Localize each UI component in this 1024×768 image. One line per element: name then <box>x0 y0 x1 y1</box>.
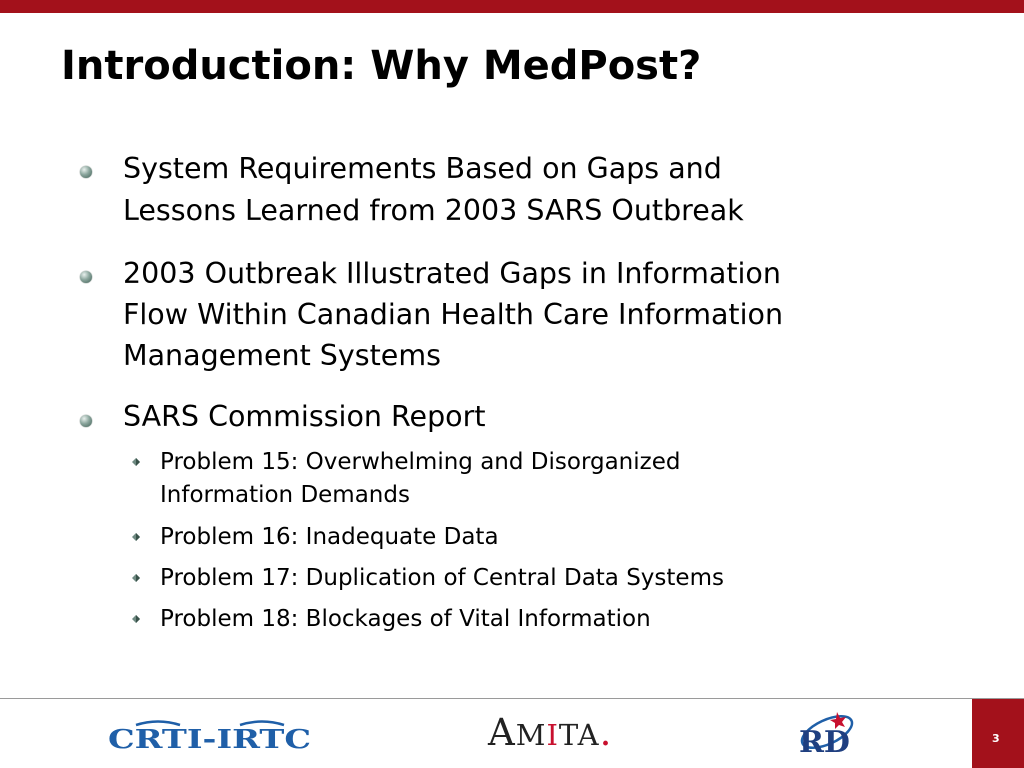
amita-logo-m: M <box>515 718 547 752</box>
footer-divider <box>0 698 1024 699</box>
page-number: 3 <box>992 732 1000 745</box>
sub-bullet-arrow-icon <box>131 573 141 583</box>
bullet-dot-icon <box>80 415 92 427</box>
amita-logo-ta: TA <box>558 718 600 752</box>
bullet-dot-icon <box>80 166 92 178</box>
bullet-1-line-2: Lessons Learned from 2003 SARS Outbreak <box>123 194 744 227</box>
bullet-2-line-2: Flow Within Canadian Health Care Information <box>123 298 784 331</box>
amita-logo-dot: . <box>599 711 613 754</box>
sub-bullet-4: Problem 18: Blockages of Vital Information <box>160 606 651 632</box>
amita-logo-a: A <box>488 711 516 754</box>
rd-logo <box>793 708 859 760</box>
sub-bullet-arrow-icon <box>131 457 141 467</box>
sub-bullet-2: Problem 16: Inadequate Data <box>160 524 499 550</box>
sub-bullet-arrow-icon <box>131 614 141 624</box>
sub-bullet-1-line-1: Problem 15: Overwhelming and Disorganized <box>160 449 681 475</box>
amita-logo-i: I <box>546 718 559 752</box>
bullet-2-line-3: Management Systems <box>123 339 441 372</box>
amita-logo <box>488 711 612 754</box>
bullet-dot-icon <box>80 271 92 283</box>
bullet-3-line-1: SARS Commission Report <box>123 400 486 433</box>
sub-bullet-arrow-icon <box>131 532 141 542</box>
sub-bullet-3: Problem 17: Duplication of Central Data Systems <box>160 565 724 591</box>
slide-title: Introduction: Why MedPost? <box>61 43 702 89</box>
sub-bullet-1-line-2: Information Demands <box>160 482 410 508</box>
crti-irtc-logo-text: CRTI-IRTC <box>108 725 311 755</box>
bullet-2-line-1: 2003 Outbreak Illustrated Gaps in Information <box>123 257 781 290</box>
crti-irtc-logo <box>108 716 313 756</box>
page-number-box <box>972 699 1024 768</box>
rd-logo-text: RD <box>799 725 850 760</box>
bullet-1-line-1: System Requirements Based on Gaps and <box>123 152 722 185</box>
